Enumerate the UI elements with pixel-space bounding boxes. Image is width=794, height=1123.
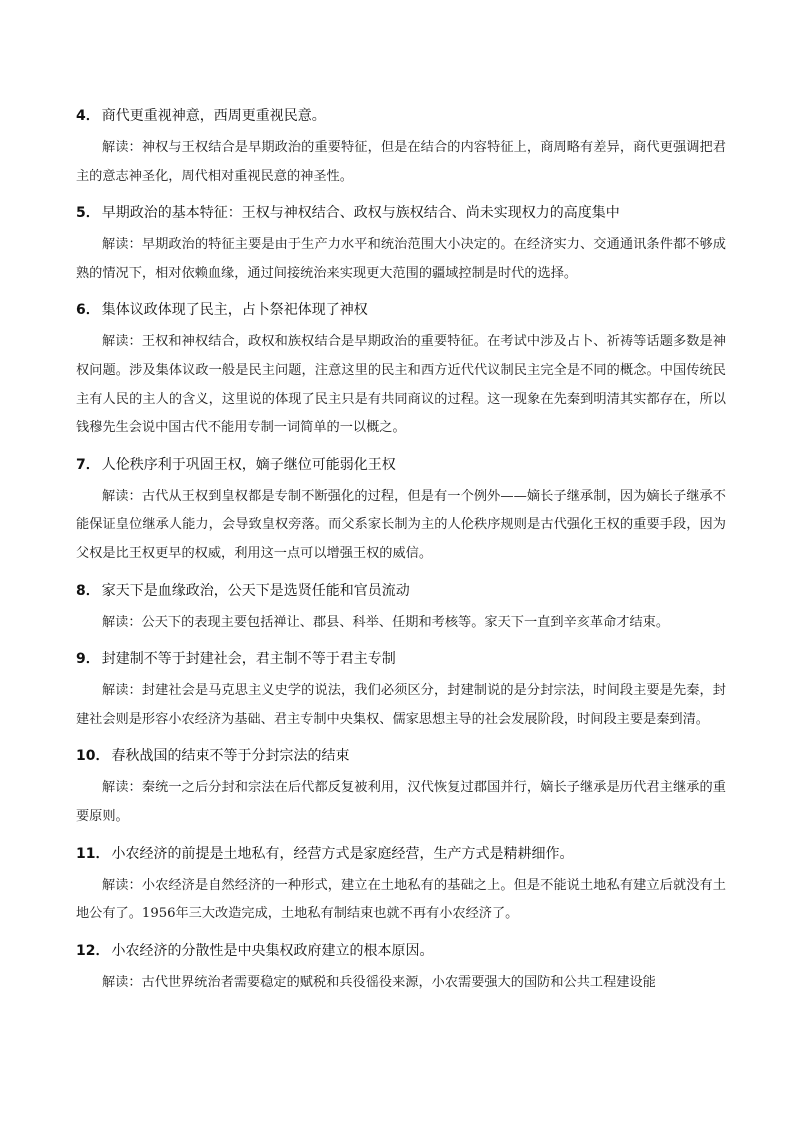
item-heading xyxy=(76,104,726,128)
list-item xyxy=(76,453,726,569)
item-explanation: 解读：王权和神权结合，政权和族权结合是早期政治的重要特征。在考试中涉及占卜、祈祷等话题多数是神权问题。涉及集体议政一般是民主问题，注意这里的民主和西方近代代议制民主完全是不同的概念。中国传统民主有人民的主人的含义，这里说的体现了民主只是有共同商议的过程。这一现象在先秦到明清其实都存在，所以钱穆先生会说中国古代不能用专制一词简单的一以概之。 xyxy=(76,334,726,436)
document-content xyxy=(76,104,726,1007)
item-title: 封建制不等于封建社会，君主制不等于君主专制 xyxy=(101,651,396,668)
item-heading xyxy=(76,453,726,477)
list-item xyxy=(76,201,726,288)
item-heading xyxy=(76,842,726,866)
list-item xyxy=(76,298,726,442)
item-title: 小农经济的分散性是中央集权政府建立的根本原因。 xyxy=(111,942,434,959)
item-title: 人伦秩序利于巩固王权，嫡子继位可能弱化王权 xyxy=(101,456,396,473)
list-item xyxy=(76,647,726,734)
item-explanation: 解读：封建社会是马克思主义史学的说法，我们必须区分，封建制说的是分封宗法，时间段主要是先秦，封建社会则是形容小农经济为基础、君主专制中央集权、儒家思想主导的社会发展阶段，时间段主要是秦到清。 xyxy=(76,683,726,727)
item-number: 11． xyxy=(76,845,110,862)
item-heading xyxy=(76,647,726,671)
item-title: 春秋战国的结束不等于分封宗法的结束 xyxy=(111,748,350,765)
item-explanation: 解读：公天下的表现主要包括禅让、郡县、科举、任期和考核等。家天下一直到辛亥革命才结束。 xyxy=(102,614,670,630)
list-item xyxy=(76,744,726,831)
item-heading xyxy=(76,744,726,768)
item-explanation: 解读：古代从王权到皇权都是专制不断强化的过程，但是有一个例外——嫡长子继承制，因为嫡长子继承不能保证皇位继承人能力，会导致皇权旁落。而父系家长制为主的人伦秩序规则是古代强化王权的重要手段，因为父权是比王权更早的权威，利用这一点可以增强王权的威信。 xyxy=(76,488,726,561)
list-item xyxy=(76,842,726,929)
item-number: 5． xyxy=(76,205,100,222)
item-explanation: 解读：小农经济是自然经济的一种形式，建立在土地私有的基础之上。但是不能说土地私有建立后就没有土地公有了。1956年三大改造完成，土地私有制结束也就不再有小农经济了。 xyxy=(76,877,726,922)
item-number: 4． xyxy=(76,108,100,124)
item-heading xyxy=(76,939,726,963)
item-explanation: 解读：秦统一之后分封和宗法在后代都反复被利用，汉代恢复过郡国并行，嫡长子继承是历代君主继承的重要原则。 xyxy=(76,780,726,824)
item-title: 家天下是血缘政治，公天下是选贤任能和官员流动 xyxy=(101,582,410,599)
item-explanation: 解读：古代世界统治者需要稳定的赋税和兵役徭役来源，小农需要强大的国防和公共工程建设能 xyxy=(102,974,656,990)
item-number: 9． xyxy=(76,651,100,668)
item-heading xyxy=(76,298,726,322)
item-title: 早期政治的基本特征：王权与神权结合、政权与族权结合、尚未实现权力的高度集中 xyxy=(101,205,620,222)
item-heading xyxy=(76,579,726,603)
item-heading xyxy=(76,201,726,225)
item-number: 10． xyxy=(76,748,110,765)
list-item xyxy=(76,579,726,638)
item-explanation: 解读：神权与王权结合是早期政治的重要特征，但是在结合的内容特征上，商周略有差异，商代更强调把君主的意志神圣化，周代相对重视民意的神圣性。 xyxy=(76,140,726,184)
item-number: 8． xyxy=(76,582,100,599)
item-title: 小农经济的前提是土地私有，经营方式是家庭经营，生产方式是精耕细作。 xyxy=(111,845,574,862)
list-item xyxy=(76,939,726,998)
item-title: 集体议政体现了民主，占卜祭祀体现了神权 xyxy=(101,302,368,319)
item-number: 6． xyxy=(76,302,100,319)
item-number: 7． xyxy=(76,456,100,473)
list-item xyxy=(76,104,726,191)
item-title: 商代更重视神意，西周更重视民意。 xyxy=(101,108,326,124)
item-explanation: 解读：早期政治的特征主要是由于生产力水平和统治范围大小决定的。在经济实力、交通通讯条件都不够成熟的情况下，相对依赖血缘，通过间接统治来实现更大范围的疆域控制是时代的选择。 xyxy=(76,237,726,281)
item-number: 12． xyxy=(76,942,110,959)
